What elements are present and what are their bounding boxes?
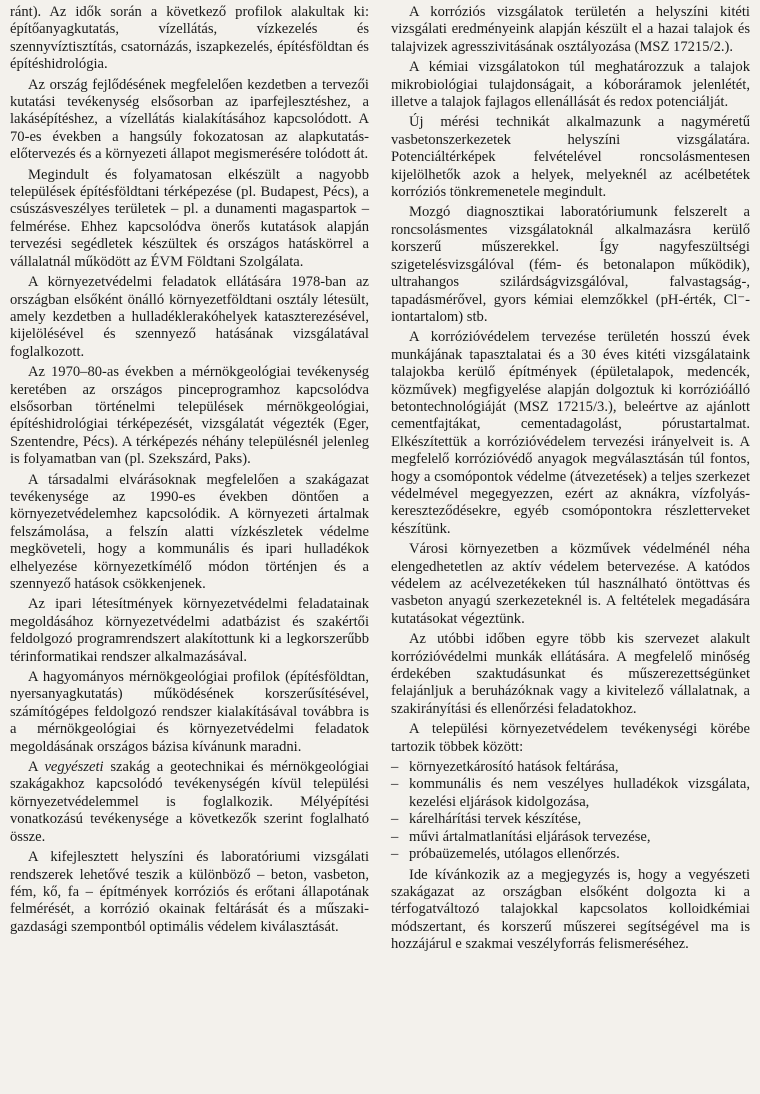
paragraph: Az 1970–80-as években a mérnökgeológiai tevékenység keretében az országos pinceprogramhoz kapcsolódva elsősorban történelmi települések mérnökgeológiai, építéshidrológiai térképezését, vizsgálatát végezték (Eger, Szentendre, Pécs). A térképezés néhány településnél jelenleg is folyamatban van (pl. Szekszárd, Paks).	[10, 364, 369, 468]
paragraph: Az utóbbi időben egyre több kis szervezet alakult korrózióvédelmi munkák ellátására. A megfelelő minőség érdekében szaktudásunkat és műszerezettségünket felajánljuk a beruházóknak vagy a kivitelező vállalatnak, a szakirányítási és ellenőrzési feladatokhoz.	[391, 631, 750, 717]
paragraph: A települési környezetvédelem tevékenységi körébe tartozik többek között:	[391, 721, 750, 755]
paragraph: ránt). Az idők során a következő profilok alakultak ki: építőanyagkutatás, vízellátás, vízkezelés és szennyvíztisztítás, csatornázás, iszapkezelés, építésföldtan és építéshidrológia.	[10, 4, 369, 73]
right-column	[391, 4, 750, 1094]
paragraph-rest: szakág a geotechnikai és mérnökgeológiai szakágakhoz kapcsolódó tevékenységén kívül települési környezetvédelemmel is foglalkozik. Mélyépítési vonatkozású tevékenysége a következők szerint foglalható össze.	[10, 759, 369, 845]
dash-marker: –	[391, 759, 399, 776]
paragraph: Mozgó diagnosztikai laboratóriumunk felszerelt a roncsolásmentes vizsgálatoknál alkalmazásra kerülő korszerű műszerekkel. Így nagyfeszültségi szigetelésvizsgálóval (fém- és betonalapon működik), ultrahangos szilárdságvizsgálóval, falvastagság-, tapadásmérővel, gyors kémiai elemzőkkel (pH-érték, Cl⁻-iontartalom) stb.	[391, 204, 750, 325]
paragraph: Városi környezetben a közművek védelménél néha elengedhetetlen az aktív védelem betervezése. A katódos védelem az acélvezetékeken túl használható öntöttvas és vasbeton anyagú szerkezeteknél is. A feltételek megadására kutatásokat végeztünk.	[391, 541, 750, 627]
paragraph: Új mérési technikát alkalmazunk a nagyméretű vasbetonszerkezetek helyszíni vizsgálatára. Potenciáltérképek felvételével roncsolásmentesen kijelölhetők azok a helyek, melyeknél az acélbetétek korróziós tönkremenetele megindult.	[391, 114, 750, 201]
dash-marker: –	[391, 811, 399, 828]
activity-list	[391, 759, 750, 863]
paragraph: A hagyományos mérnökgeológiai profilok (építésföldtan, nyersanyagkutatás) működésének korszerűsítésével, számítógépes feldolgozó rendszer kialakításával továbbra is a mérnökgeológiai és környezetvédelmi feladatok megoldásának országos bázisa kívánunk maradni.	[10, 669, 369, 755]
dash-marker: –	[391, 846, 399, 863]
dash-marker: –	[391, 828, 399, 845]
paragraph: A társadalmi elvárásoknak megfelelően a szakágazat tevékenysége az 1990-es években döntően a környezetvédelemhez kapcsolódik. A környezeti ártalmak felszámolása, a felszín alatti vízkészletek védelme megköveteli, hogy a kommunális és ipari hulladékok elhelyezése környezetkímélő módon történjen és a szennyező hatások csökkenjenek.	[10, 471, 369, 592]
list-item: – művi ártalmatlanítási eljárások tervezése,	[391, 828, 651, 845]
list-item: – kommunális és nem veszélyes hulladékok vizsgálata, kezelési eljárások kidolgozása,	[391, 776, 750, 810]
paragraph: A kémiai vizsgálatokon túl meghatározzuk a talajok mikrobiológiai tulajdonságait, a kóboráramok jelenlétét, illetve a talajok fajlagos ellenállását és redox potenciálját.	[391, 59, 750, 111]
list-item: – környezetkárosító hatások feltárása,	[391, 759, 619, 776]
paragraph-prefix: A	[28, 759, 45, 776]
list-item: – kárelhárítási tervek készítése,	[391, 811, 582, 828]
closing-paragraph: Ide kívánkozik az a megjegyzés is, hogy a vegyészeti szakágazat az országban elsőként dolgozta ki a térfogatváltozó talajokkal kapcsolatos kolloidkémiai módszertant, és korszerű műszerei segítségével ma is hozzájárul e szakmai veszélyforrás felismeréséhez.	[391, 866, 750, 953]
paragraph: A környezetvédelmi feladatok ellátására 1978-ban az országban elsőként önálló környezetföldtani osztály létesült, amely kezdetben a hulladéklerakóhelyek kataszterezésével, kijelölésével és szennyező hatásának vizsgálatával foglalkozott.	[10, 274, 369, 360]
paragraph-vegyeszeti	[10, 759, 369, 846]
list-item: – próbaüzemelés, utólagos ellenőrzés.	[391, 846, 620, 863]
paragraph: Megindult és folyamatosan elkészült a nagyobb települések építésföldtani térképezése (pl. Budapest, Pécs), a csúszásveszélyes területek – pl. a dunamenti magaspartok – felmérése. Ehhez kapcsolódva önerős kutatások alapján tervezési segédletek készültek és országos hatáskörrel a vállalatnál működött az ÉVM Földtani Szolgálata.	[10, 166, 369, 270]
paragraph: Az ország fejlődésének megfelelően kezdetben a tervezői kutatási tevékenység elsősorban az iparfejlesztéshez, a lakásépítéshez, a vízellátás kialakításához kapcsolódott. A 70-es években a hangsúly fokozatosan az alapkutatás-előtervezés és a környezeti állapot megismerésére tolódott át.	[10, 76, 369, 163]
italic-term: vegyészeti	[44, 759, 104, 776]
paragraph: Az ipari létesítmények környezetvédelmi feladatainak megoldásához környezetvédelmi adatbázist és szakértői feldolgozó programrendszert alakítottunk ki a legkorszerűbb térinformatikai rendszer alkalmazásával.	[10, 596, 369, 665]
dash-marker: –	[391, 776, 399, 793]
paragraph: A korróziós vizsgálatok területén a helyszíni kitéti vizsgálati eredményeink alapján készült el a hazai talajok és talajvizek agresszivitásának osztályozása (MSZ 17215/2.).	[391, 4, 750, 55]
paragraph: A korrózióvédelem tervezése területén hosszú évek munkájának tapasztalatai és a 30 éves kitéti vizsgálataink talajokba kerülő építmények (épületalapok, medencék, közművek) megfigyelése alapján dolgoztuk ki korrózióálló betontechnológiáját (MSZ 17215/3.), beleértve az ajánlott cementfajtákat, cementadagolást, pórustartalmat. Elkészítettük a korrózióvédelem tervezési irányelveit is. A megfelelő korrózióvédő anyagok megválasztásán túl fontos, hogy a csomópontok védelme (átvezetések) a teljes szerkezet védelmével megegyezzen, ezért az aknákra, vízfolyás-kereszteződésekre, egyéb csomópontokra részletterveket készítünk.	[391, 329, 750, 537]
left-column	[10, 4, 369, 1094]
paragraph: A kifejlesztett helyszíni és laboratóriumi vizsgálati rendszerek lehetővé teszik a különböző – beton, vasbeton, fém, kő, fa – építmények korróziós és erőtani állapotának felmérését, a korrózió okainak feltárását és a műszaki-gazdasági szempontból optimális védelem kiválasztását.	[10, 849, 369, 935]
